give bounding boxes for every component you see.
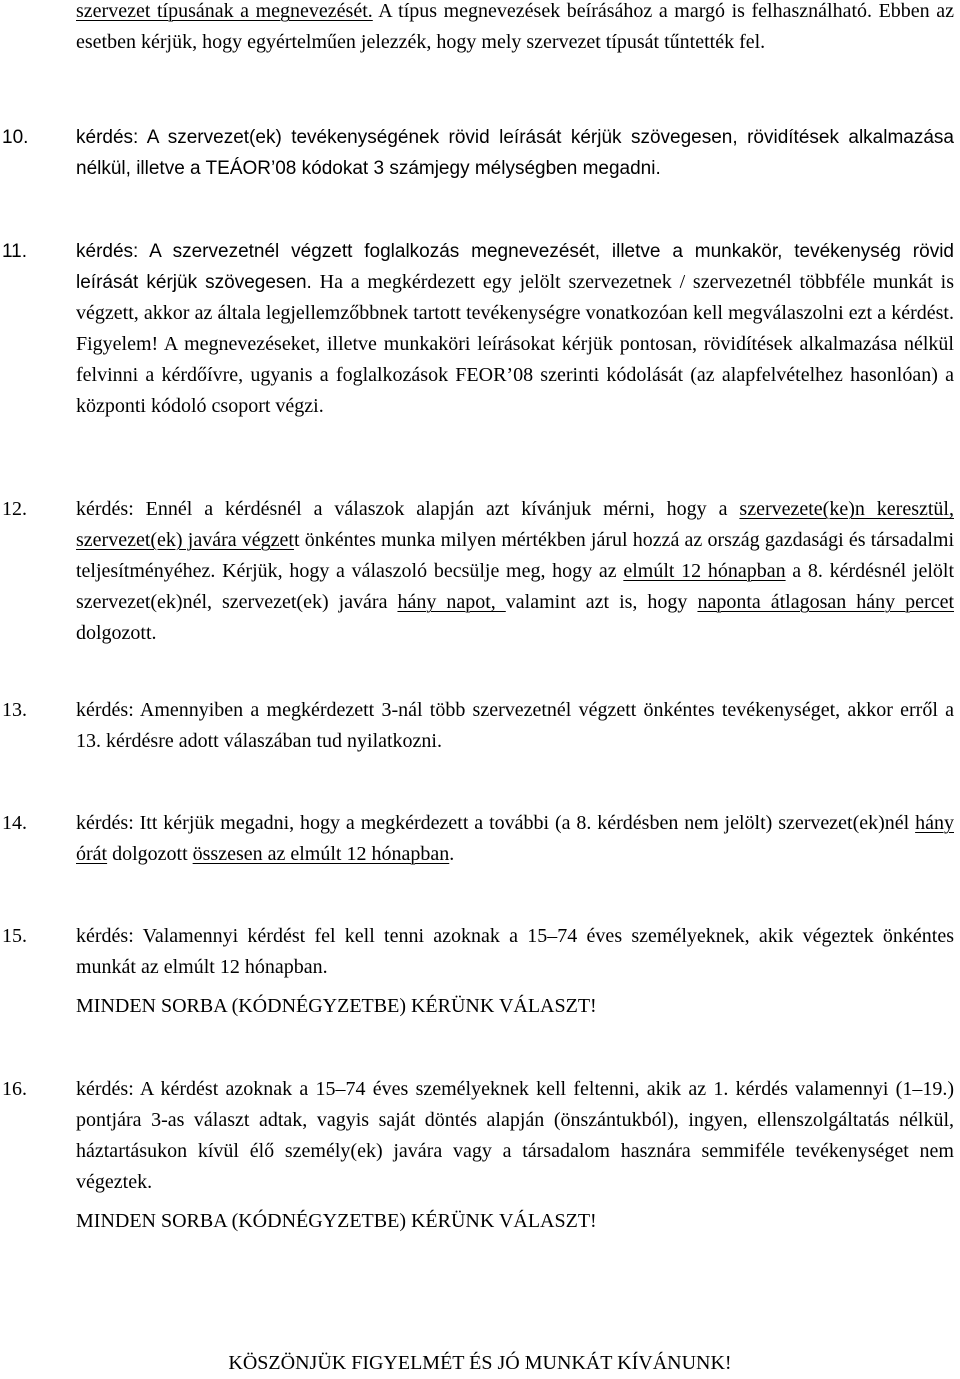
intro-underlined-text: szervezet típusának a megnevezését. (76, 0, 373, 22)
question-14-text-part3: . (449, 843, 455, 865)
question-13-text: kérdés: Amennyiben a megkérdezett 3-nál több szervezetnél végzett önkéntes tevékenységet, akkor erről a 13. kérdésre adott válaszában tud nyilatkozni. (76, 699, 954, 752)
question-11-number: 11. (2, 241, 28, 262)
question-11 (2, 236, 954, 422)
question-14 (2, 808, 954, 870)
question-13-number: 13. (2, 699, 27, 721)
question-16-instruction: MINDEN SORBA (KÓDNÉGYZETBE) KÉRÜNK VÁLASZT! (76, 1210, 597, 1232)
question-12-text-part5: dolgozott. (76, 622, 157, 644)
question-11-text: Ha a megkérdezett egy jelölt szervezetnek / szervezetnél többféle munkát is végzett, akkor az általa legjellemzőbbnek tartott tevékenységre vonatkozóan kell megválaszolni ezt a kérdést. Figyelem! A megnevezéseket, illetve munkaköri leírásokat kérjük pontosan, rövidítések alkalmazása nélkül felvinni a kérdőívre, ugyanis a foglalkozások FEOR’08 szerinti kódolását (az alapfelvételhez hasonlóan) a központi kódoló csoport végzi. (76, 271, 954, 417)
question-14-number: 14. (2, 812, 27, 834)
question-16 (2, 1074, 954, 1198)
intro-paragraph (2, 0, 954, 58)
question-15-number: 15. (2, 925, 27, 947)
question-14-text-part2: dolgozott (107, 843, 193, 865)
question-15-instruction: MINDEN SORBA (KÓDNÉGYZETBE) KÉRÜNK VÁLASZT! (76, 995, 597, 1017)
question-14-underlined-1: hány órát (76, 812, 954, 865)
question-14-text-part1: kérdés: Itt kérjük megadni, hogy a megkérdezett a további (a 8. kérdésben nem jelölt) szervezet(ek)nél (76, 812, 916, 834)
question-15-text: kérdés: Valamennyi kérdést fel kell tenni azoknak a 15–74 éves személyeknek, akik végeztek önkéntes munkát az elmúlt 12 hónapban. (76, 925, 954, 978)
question-10 (2, 122, 954, 184)
closing-message: KÖSZÖNJÜK FIGYELMÉT ÉS JÓ MUNKÁT KÍVÁNUNK! (228, 1352, 732, 1374)
question-13 (2, 695, 954, 757)
question-12-number: 12. (2, 498, 27, 520)
question-12-text-part2: t önkéntes munka milyen mértékben járul hozzá az ország gazdasági és társadalmi teljesítményéhez. Kérjük, hogy a válaszoló becsülje meg, hogy az (76, 529, 955, 582)
intro-text: A típus megnevezések beírásához a margó is felhasználható. Ebben az esetben kérjük, hogy egyértelműen jelezzék, hogy mely szervezet típusát tűntették fel. (76, 0, 954, 53)
question-10-number: 10. (2, 127, 29, 148)
question-12-underlined-1: szervezete(ke)n keresztül, szervezet(ek) javára végzet (76, 498, 954, 551)
question-12-underlined-2: elmúlt 12 hónapban (623, 560, 786, 582)
question-12-text-part3: a 8. kérdésnél jelölt szervezet(ek)nél, szervezet(ek) javára (76, 560, 954, 613)
question-12 (2, 494, 954, 649)
question-16-text: kérdés: A kérdést azoknak a 15–74 éves személyeknek kell feltenni, akik az 1. kérdés valamennyi (1–19.) pontjára 3-as választ adtak, vagyis saját döntés alapján (önszántukból), ingyen, ellenszolgáltatás nélkül, háztartásukon kívül élő személy(ek) javára vagy a társadalom hasznára semmiféle tevékenységet nem végeztek. (76, 1078, 954, 1193)
question-12-underlined-4: naponta átlagosan hány percet (697, 591, 955, 613)
question-15 (2, 921, 954, 983)
question-10-text: kérdés: A szervezet(ek) tevékenységének rövid leírását kérjük szövegesen, rövidítések alkalmazása nélkül, illetve a TEÁOR’08 kódokat 3 számjegy mélységben megadni. (76, 127, 954, 179)
question-14-underlined-2: összesen az elmúlt 12 hónapban (192, 843, 450, 865)
question-11-text-sans: kérdés: A szervezetnél végzett foglalkozás megnevezését, illetve a munkakör, tevékenység rövid leírását kérjük szövegesen. (76, 241, 954, 293)
question-12-text-part4: valamint azt is, hogy (505, 591, 698, 613)
question-12-underlined-3: hány napot, (397, 591, 506, 613)
question-16-number: 16. (2, 1078, 27, 1100)
question-12-text-part1: kérdés: Ennél a kérdésnél a válaszok alapján azt kívánjuk mérni, hogy a (76, 498, 740, 520)
